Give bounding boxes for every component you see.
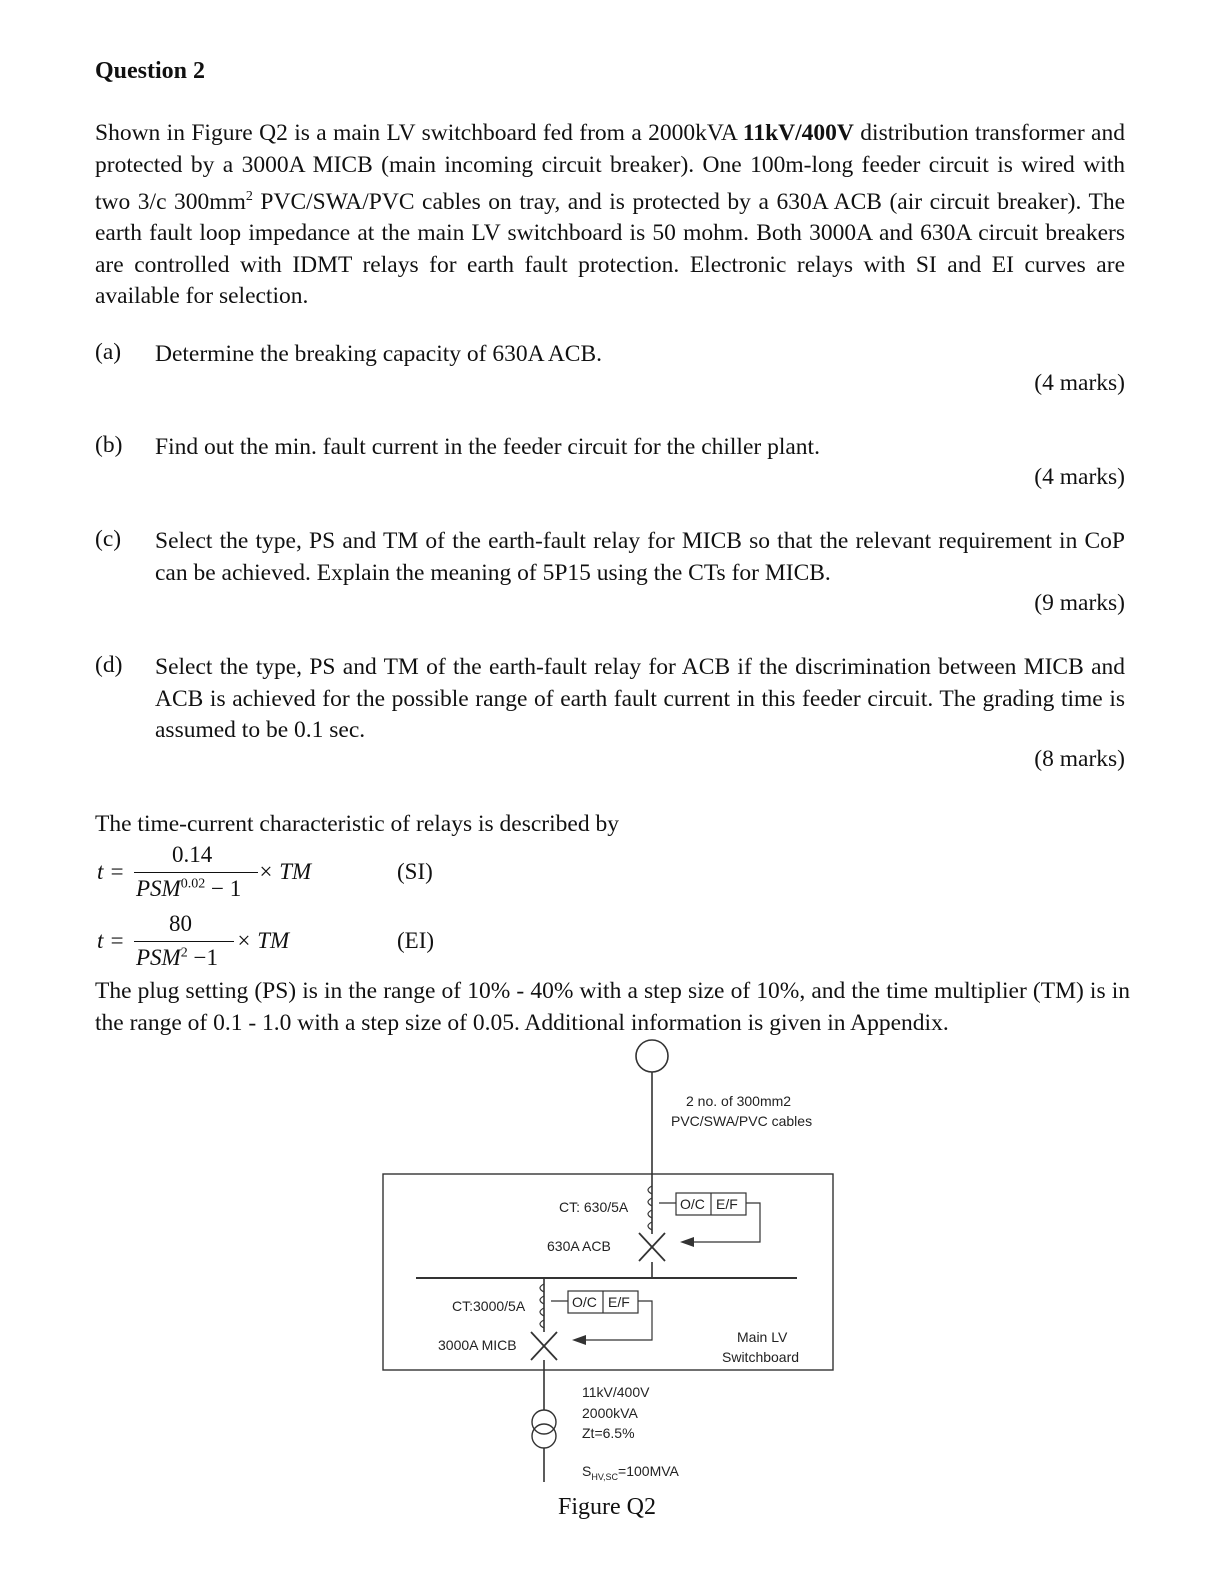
transformer-secondary-icon xyxy=(532,1424,556,1448)
question-title: Question 2 xyxy=(95,58,206,84)
si-numerator: 0.14 xyxy=(172,842,213,867)
hv-short-circuit-level: $S_{HV,SC}=100MVA$ xyxy=(582,1463,679,1482)
part-b-text: Find out the min. fault current in the feeder circuit for the chiller plant. xyxy=(155,434,820,460)
transformer-rating: 2000kVA xyxy=(582,1405,638,1421)
switchboard-label-line1: Main LV xyxy=(737,1329,788,1345)
micb-label: 3000A MICB xyxy=(438,1337,517,1353)
acb-label: 630A ACB xyxy=(547,1238,611,1254)
micb-relay-oc: O/C xyxy=(572,1294,597,1310)
part-b-marks: (4 marks) xyxy=(1034,464,1125,490)
transformer-primary-icon xyxy=(532,1410,556,1434)
acb-trip-arrow-icon xyxy=(680,1237,694,1247)
part-a-marks: (4 marks) xyxy=(1034,370,1125,396)
transformer-impedance: Zt=6.5% xyxy=(582,1425,635,1441)
part-c-marks: (9 marks) xyxy=(1034,590,1125,616)
part-a-text: Determine the breaking capacity of 630A ACB. xyxy=(155,341,603,367)
ei-tag: (EI) xyxy=(397,928,435,953)
micb-trip-arrow-icon xyxy=(572,1335,586,1345)
part-d-label: (d) xyxy=(95,652,123,678)
part-c-text: Select the type, PS and TM of the earth-fault relay for MICB so that the relevant requirement in CoP can be achieved. Explain the meaning of 5P15 using the CTs for MICB. xyxy=(155,528,1125,586)
si-tag: (SI) xyxy=(397,859,433,884)
ct-acb-label: CT: 630/5A xyxy=(559,1199,629,1215)
part-c-label: (c) xyxy=(95,526,122,552)
acb-relay-oc: O/C xyxy=(680,1196,705,1212)
micb-relay-ef: E/F xyxy=(608,1294,630,1310)
intro-paragraph: Shown in Figure Q2 is a main LV switchboard fed from a 2000kVA 11kV/400V distribution transformer and protected by a 3000A MICB (main incoming circuit breaker). One 100m-long feeder circuit is wired with two 3/c $300mm^2$ PVC/SWA/PVC cables on tray, and is protected by a 630A ACB (air circuit breaker). The earth fault loop impedance at the main LV switchboard is 50 mohm. Both 3000A and 630A circuit breakers are controlled with IDMT relays for earth fault protection. Electronic relays with SI and EI curves are available for selection. xyxy=(95,120,1125,310)
part-d-marks: (8 marks) xyxy=(1034,746,1125,772)
part-a-label: (a) xyxy=(95,339,122,365)
ct-micb-label: CT:3000/5A xyxy=(452,1298,526,1314)
switchboard-label-line2: Switchboard xyxy=(722,1349,800,1365)
figure-caption: Figure Q2 xyxy=(558,1494,656,1520)
si-denominator: $PSM^{0.02} - 1$ xyxy=(136,876,242,901)
ei-lhs: t = xyxy=(97,928,125,953)
part-d-text: Select the type, PS and TM of the earth-fault relay for ACB if the discrimination between MICB and ACB is achieved for the possible range of earth fault current in this feeder circuit. The grading time is assumed to be 0.1 sec. xyxy=(155,654,1125,743)
characteristic-intro: The time-current characteristic of relays is described by xyxy=(95,811,619,837)
acb-relay-ef: E/F xyxy=(716,1196,738,1212)
ei-denominator: $PSM^2 -1$ xyxy=(136,945,218,970)
transformer-voltage: 11kV/400V xyxy=(582,1384,650,1400)
ei-multiplier: × TM xyxy=(236,928,290,953)
closing-paragraph: The plug setting (PS) is in the range of 10% - 40% with a step size of 10%, and the time multiplier (TM) is in the range of 0.1 - 1.0 with a step size of 0.05. Additional information is given in Appendix. xyxy=(95,978,1130,1036)
cable-label-line1: 2 no. of 300mm2 xyxy=(686,1093,792,1109)
si-lhs: t = xyxy=(97,859,125,884)
ei-numerator: 80 xyxy=(169,911,192,936)
part-b-label: (b) xyxy=(95,432,123,458)
cable-label-line2: PVC/SWA/PVC cables xyxy=(671,1113,813,1129)
si-multiplier: × TM xyxy=(258,859,312,884)
load-circle-icon xyxy=(636,1040,668,1072)
